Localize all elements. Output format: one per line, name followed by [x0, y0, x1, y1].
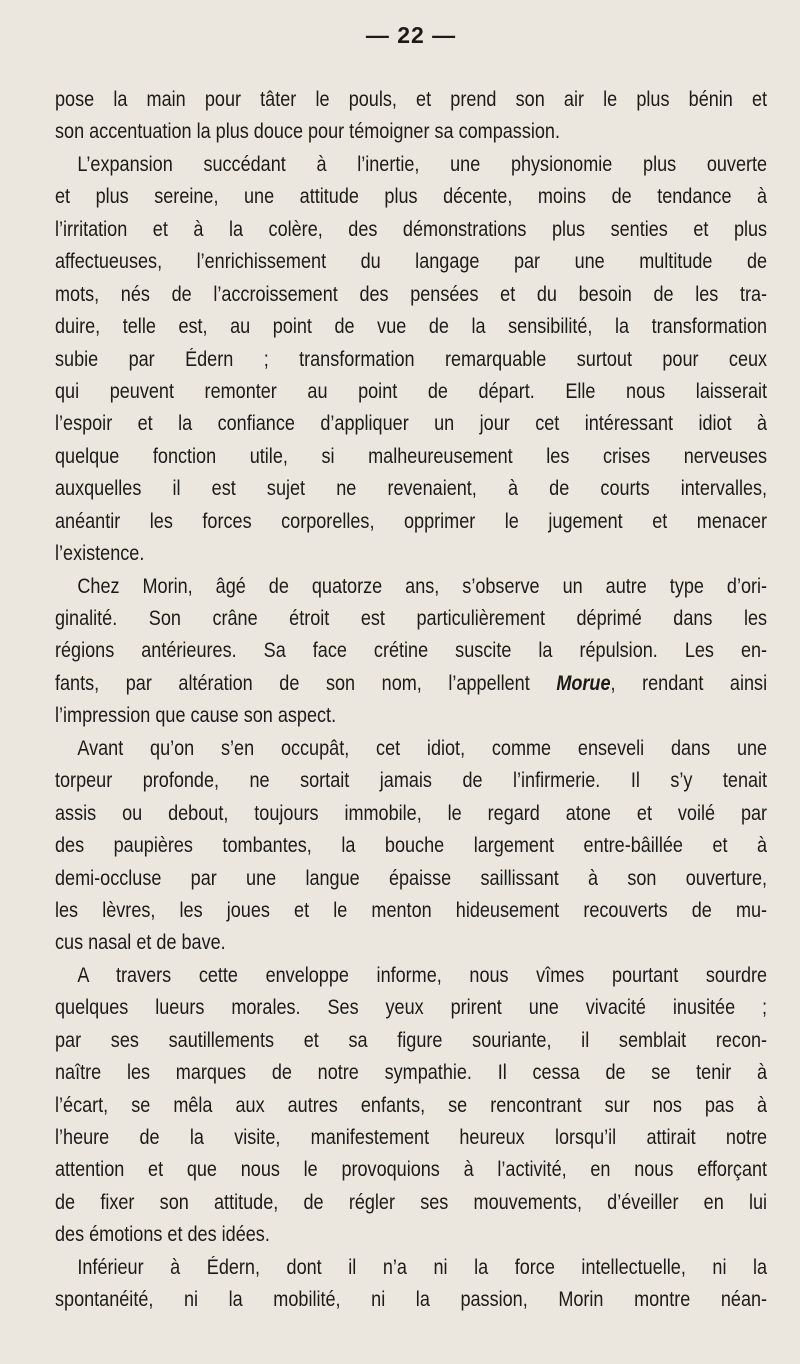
text-line: Chez Morin, âgé de quatorze ans, s’observe un autre type d’ori-: [77, 574, 768, 598]
text-line: qui peuvent remonter au point de départ. Elle nous laisserait: [55, 379, 768, 403]
text-line: mots, nés de l’accroissement des pensées et du besoin de les tra-: [55, 282, 768, 306]
text-line: Avant qu’on s’en occupât, cet idiot, comme enseveli dans une: [77, 736, 768, 760]
text-line: naître les marques de notre sympathie. Il cessa de se tenir à: [55, 1061, 768, 1085]
text-line: assis ou debout, toujours immobile, le regard atone et voilé par: [55, 801, 768, 825]
text-line: [55, 668, 767, 700]
text-line: par ses sautillements et sa figure souriante, il semblait recon-: [55, 1028, 768, 1052]
text-line: l’écart, se mêla aux autres enfants, se rencontrant sur nos pas à: [55, 1093, 768, 1117]
text-line: l’espoir et la confiance d’appliquer un jour cet intéressant idiot à: [55, 412, 768, 436]
text-line: l’irritation et à la colère, des démonstrations plus senties et plus: [55, 217, 768, 241]
text-line: anéantir les forces corporelles, opprimer le jugement et menacer: [55, 509, 768, 533]
page-number: — 22 —: [365, 22, 457, 48]
text-line: A travers cette enveloppe informe, nous vîmes pourtant sourdre: [77, 963, 768, 987]
text-line: quelques lueurs morales. Ses yeux prirent une vivacité inusitée ;: [55, 996, 768, 1020]
book-page: [55, 22, 767, 1352]
text-line: de fixer son attitude, de régler ses mouvements, d’éveiller en lui: [55, 1190, 768, 1214]
text-line: Inférieur à Édern, dont il n’a ni la force intellectuelle, ni la: [77, 1255, 768, 1279]
text-line: torpeur profonde, ne sortait jamais de l’infirmerie. Il s’y tenait: [55, 769, 768, 793]
text-line: auxquelles il est sujet ne revenaient, à de courts intervalles,: [55, 477, 768, 501]
text-line: cus nasal et de bave.: [55, 931, 226, 955]
text-line: subie par Édern ; transformation remarquable surtout pour ceux: [55, 347, 768, 371]
text-segment: fants, par altération de son nom, l’appellent: [55, 671, 557, 695]
text-line: des émotions et des idées.: [55, 1223, 270, 1247]
text-line: pose la main pour tâter le pouls, et prend son air le plus bénin et: [55, 88, 768, 111]
text-line: l’heure de la visite, manifestement heureux lorsqu’il attirait notre: [55, 1126, 768, 1149]
text-line: régions antérieures. Sa face crétine suscite la répulsion. Les en-: [55, 639, 768, 663]
text-line: quelque fonction utile, si malheureusement les crises nerveuses: [55, 444, 768, 468]
text-line: demi-occluse par une langue épaisse saillissant à son ouverture,: [55, 866, 768, 890]
text-line: l’existence.: [55, 542, 145, 566]
text-segment: , rendant ainsi: [610, 671, 768, 695]
text-line: attention et que nous le provoquions à l’activité, en nous efforçant: [55, 1158, 768, 1182]
text-line: et plus sereine, une attitude plus décente, moins de tendance à: [55, 185, 768, 209]
text-line: des paupières tombantes, la bouche largement entre-bâillée et à: [55, 834, 768, 858]
text-line: ginalité. Son crâne étroit est particulièrement déprimé dans les: [55, 607, 768, 630]
text-line: L’expansion succédant à l’inertie, une physionomie plus ouverte: [77, 152, 768, 176]
body-text: [55, 84, 767, 1317]
text-line: spontanéité, ni la mobilité, ni la passion, Morin montre néan-: [55, 1288, 768, 1312]
text-line: affectueuses, l’enrichissement du langage par une multitude de: [55, 250, 768, 274]
italic-word: Morue: [556, 671, 611, 695]
text-line: les lèvres, les joues et le menton hideusement recouverts de mu-: [55, 898, 768, 922]
text-line: duire, telle est, au point de vue de la sensibilité, la transformation: [55, 315, 768, 339]
text-line: son accentuation la plus douce pour témoigner sa compassion.: [55, 120, 560, 144]
text-line: l’impression que cause son aspect.: [55, 704, 337, 728]
